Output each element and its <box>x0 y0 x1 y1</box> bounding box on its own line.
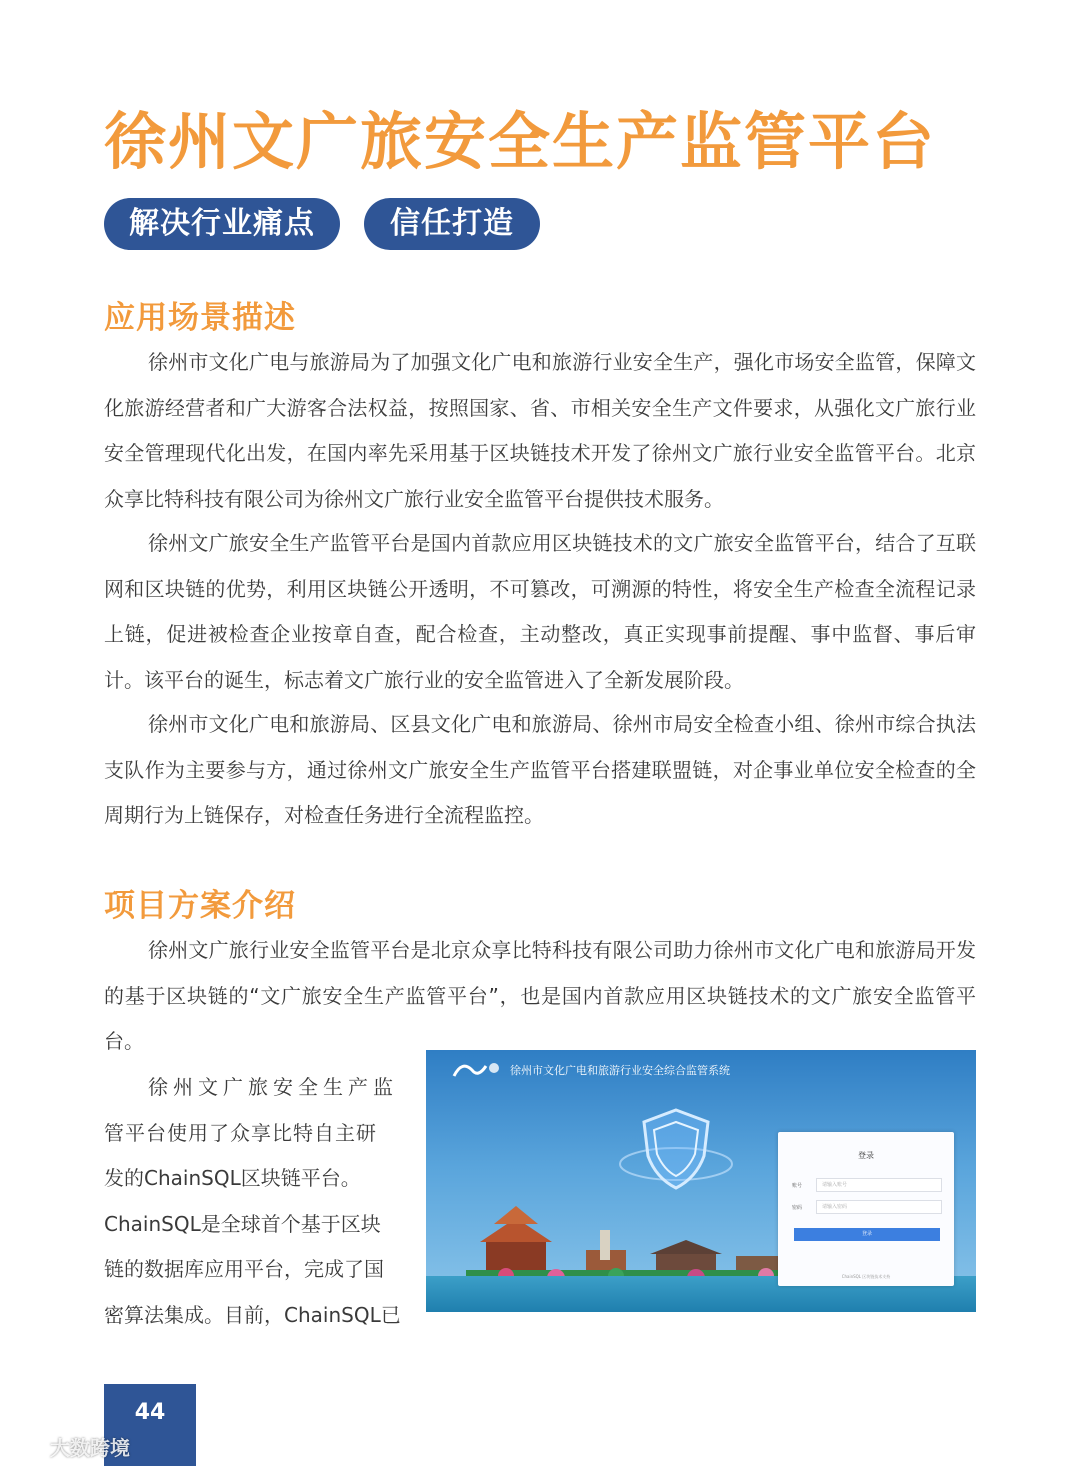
project-side-text <box>104 1065 402 1338</box>
watermark-text: 大数跨境 <box>50 1436 130 1460</box>
tag-trust: 信任打造 <box>364 198 540 250</box>
side-line-1: 徐州文广旅安全生产监 <box>148 1075 398 1099</box>
project-paragraph: 徐州文广旅行业安全监管平台是北京众享比特科技有限公司助力徐州市文化广电和旅游局开发的基于区块链的“文广旅安全生产监管平台”，也是国内首款应用区块链技术的文广旅安全监管平台。 <box>104 938 976 1053</box>
scenario-paragraph-2: 徐州文广旅安全生产监管平台是国内首款应用区块链技术的文广旅安全监管平台，结合了互联网和区块链的优势，利用区块链公开透明，不可篡改，可溯源的特性，将安全生产检查全流程记录上链，促进被检查企业按章自查，配合检查，主动整改，真正实现事前提醒、事中监督、事后审计。该平台的诞生，标志着文广旅行业的安全监管进入了全新发展阶段。 <box>104 531 976 692</box>
side-line-5: 链的数据库应用平台，完成了国 <box>104 1257 384 1281</box>
side-line-4: ChainSQL是全球首个基于区块 <box>104 1211 381 1236</box>
side-line-2: 管平台使用了众享比特自主研 <box>104 1120 377 1145</box>
page-number: 44 <box>134 1400 166 1425</box>
system-title: 徐州市文化广电和旅游行业安全综合监管系统 <box>510 1064 730 1077</box>
scenario-paragraph-1: 徐州市文化广电与旅游局为了加强文化广电和旅游行业安全生产，强化市场安全监管，保障文化旅游经营者和广大游客合法权益，按照国家、省、市相关安全生产文件要求，从强化文广旅行业安全管理现代化出发，在国内率先采用基于区块链技术开发了徐州文广旅行业安全监管平台。北京众享比特科技有限公司为徐州文广旅行业安全监管平台提供技术服务。 <box>104 350 976 511</box>
account-placeholder: 请输入账号 <box>822 1182 848 1188</box>
tag-pain-points: 解决行业痛点 <box>104 198 340 250</box>
login-title: 登录 <box>858 1151 874 1160</box>
login-panel <box>778 1132 954 1286</box>
password-placeholder: 请输入密码 <box>822 1204 848 1210</box>
shield-icon <box>616 1104 736 1194</box>
login-footer: ChainSQL 区块链技术支持 <box>841 1274 891 1279</box>
side-line-3: 发的ChainSQL区块链平台。 <box>104 1166 361 1190</box>
section-heading-scenario: 应用场景描述 <box>104 300 296 336</box>
page-title: 徐州文广旅安全生产监管平台 <box>104 105 937 178</box>
section-heading-project: 项目方案介绍 <box>104 888 296 924</box>
account-label: 账号 <box>792 1183 803 1189</box>
password-label: 密码 <box>792 1205 803 1211</box>
system-screenshot <box>426 1050 976 1312</box>
scenario-paragraph-3: 徐州市文化广电和旅游局、区县文化广电和旅游局、徐州市局安全检查小组、徐州市综合执法支队作为主要参与方，通过徐州文广旅安全生产监管平台搭建联盟链，对企事业单位安全检查的全周期行为上链保存，对检查任务进行全流程监控。 <box>104 712 976 827</box>
system-logo-icon <box>450 1056 504 1084</box>
side-line-6: 密算法集成。目前，ChainSQL已 <box>104 1302 401 1327</box>
login-button[interactable]: 登录 <box>794 1228 940 1241</box>
